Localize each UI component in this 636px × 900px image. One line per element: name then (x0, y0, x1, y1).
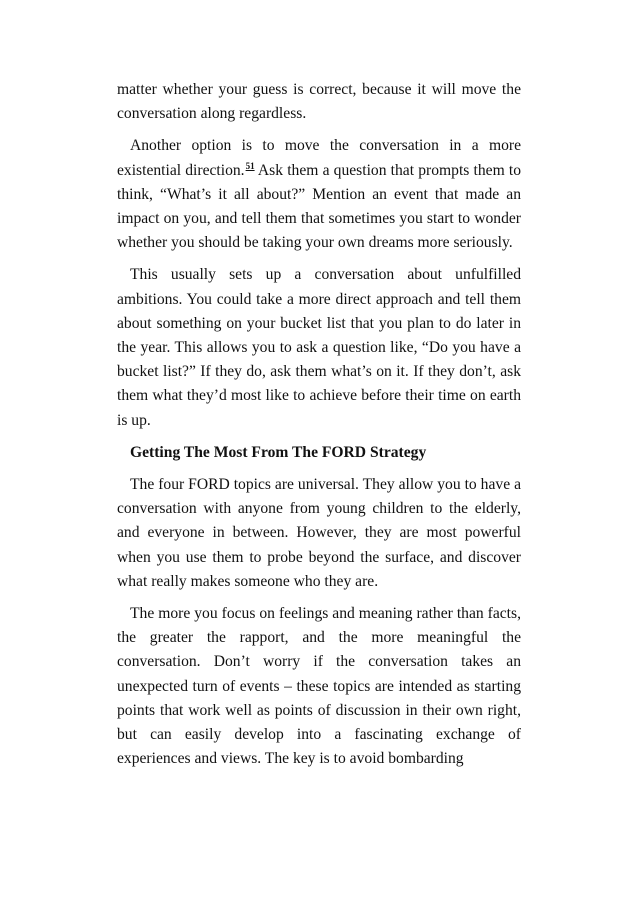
paragraph-ford-topics: The four FORD topics are universal. They allow you to have a conversation with anyone from young children to the elderly, and everyone in between. However, they are most powerful when you use them to probe beyond the surface, and discover what really makes someone who they are. (117, 476, 521, 590)
section-heading: Getting The Most From The FORD Strategy (130, 443, 427, 461)
page-body (117, 78, 521, 779)
paragraph-existential-text-end: Ask them a question that prompts them to think, “What’s it all about?” Mention an event that made an impact on you, and tell them that sometimes you start to wonder whether you should be taking your own dreams more seriously. (117, 161, 522, 252)
footnote-reference[interactable]: 51 (245, 160, 255, 171)
paragraph-ambitions: This usually sets up a conversation about unfulfilled ambitions. You could take a more direct approach and tell them about something on your bucket list that you plan to do later in the year. This allows you to ask a question like, “Do you have a bucket list?” If they do, ask them what’s on it. If they don’t, ask them what they’d most like to achieve before their time on earth is up. (117, 266, 521, 429)
paragraph-continuation: matter whether your guess is correct, because it will move the conversation along regardless. (117, 81, 521, 123)
paragraph-feelings: The more you focus on feelings and meaning rather than facts, the greater the rapport, and the more meaningful the conversation. Don’t worry if the conversation takes an unexpected turn of events – these topics are intended as starting points that work well as points of discussion in their own right, but can easily develop into a fascinating exchange of experiences and views. The key is to avoid bombarding (117, 605, 521, 768)
paragraph-existential-text-start: Another option is to move the conversation in a more existential direction. (117, 137, 521, 179)
paragraph-existential (117, 134, 521, 255)
